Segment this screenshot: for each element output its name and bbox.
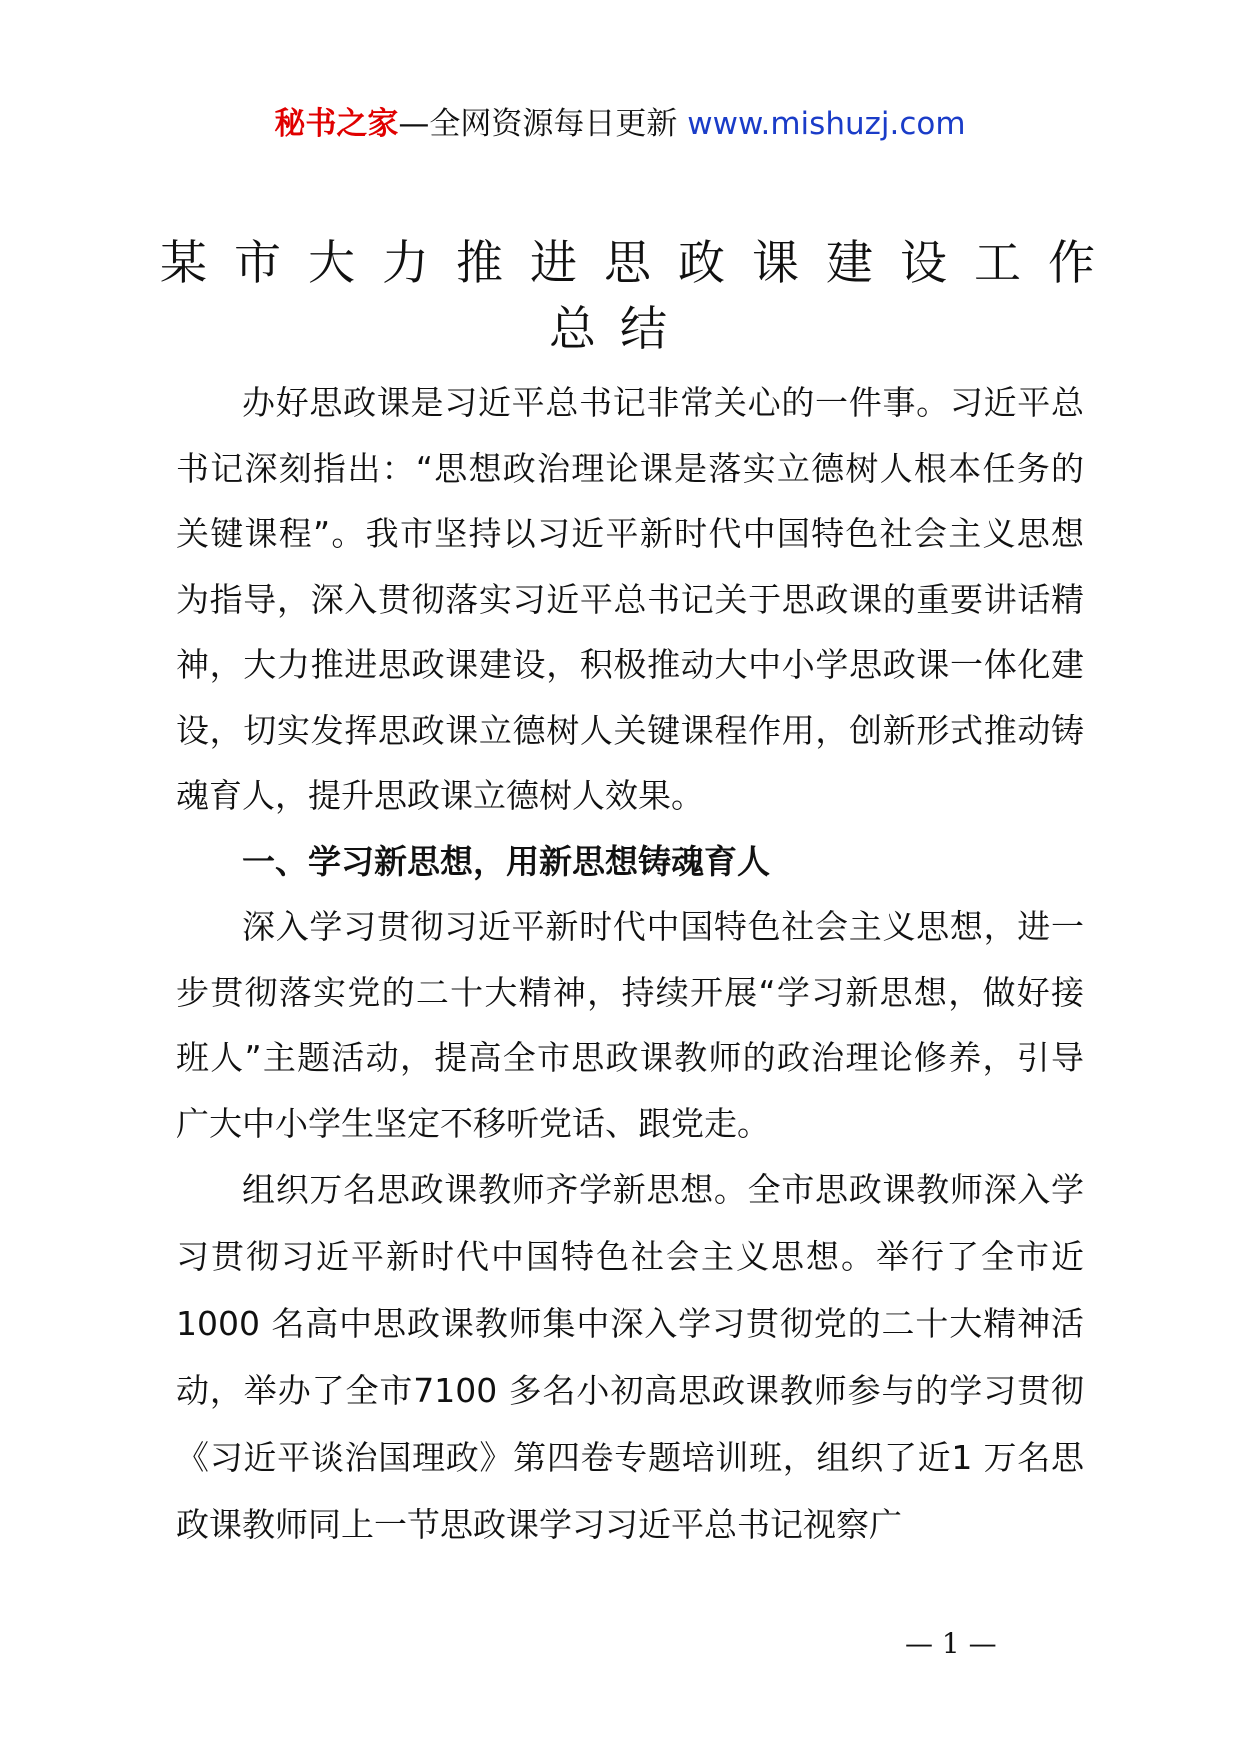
site-url-link[interactable]: www.mishuzj.com	[687, 106, 966, 142]
document-body	[176, 370, 1084, 1558]
intro-paragraph: 办好思政课是习近平总书记非常关心的一件事。习近平总书记深刻指出：“思想政治理论课是落实立德树人根本任务的关键课程”。我市坚持以习近平新时代中国特色社会主义思想为指导，深入贯彻落实习近平总书记关于思政课的重要讲话精神，大力推进思政课建设，积极推动大中小学思政课一体化建设，切实发挥思政课立德树人关键课程作用，创新形式推动铸魂育人，提升思政课立德树人效果。	[176, 383, 1084, 815]
brand-name: 秘书之家	[274, 106, 399, 142]
paragraph-2: 深入学习贯彻习近平新时代中国特色社会主义思想，进一步贯彻落实党的二十大精神，持续开展“学习新思想，做好接班人”主题活动，提高全市思政课教师的政治理论修养，引导广大中小学生坚定不移听党话、跟党走。	[176, 907, 1084, 1143]
document-title-line-2: 总结	[549, 302, 691, 357]
paragraph-3: 组织万名思政课教师齐学新思想。全市思政课教师深入学习贯彻习近平新时代中国特色社会主义思想。举行了全市近1000 名高中思政课教师集中深入学习贯彻党的二十大精神活动，举办了全市7100 多名小初高思政课教师参与的学习贯彻《习近平谈治国理政》第四卷专题培训班，组织了近1 万名思政课教师同上一节思政课学习习近平总书记视察广	[176, 1170, 1084, 1544]
page-number: — 1 —	[905, 1627, 997, 1660]
banner-slogan: —全网资源每日更新	[398, 106, 688, 142]
site-banner	[0, 98, 1240, 143]
section-heading-1: 一、学习新思想，用新思想铸魂育人	[242, 841, 770, 881]
document-title-line-1: 某市大力推进思政课建设工作	[160, 236, 1122, 291]
